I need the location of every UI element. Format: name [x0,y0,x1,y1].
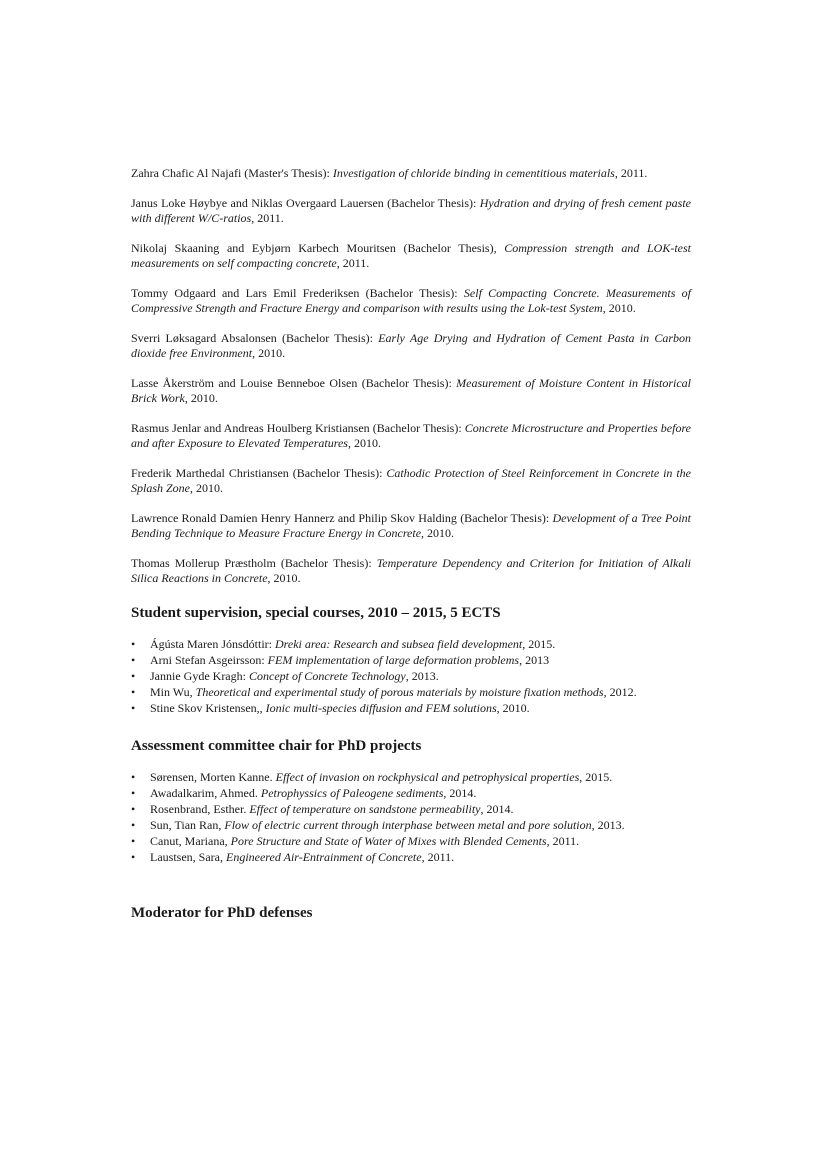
item-authors: Ágústa Maren Jónsdóttir: [150,636,275,651]
item-title: Theoretical and experimental study of porous materials by moisture fixation methods [195,684,604,699]
bullet-icon: • [131,849,136,864]
item-authors: Awadalkarim, Ahmed. [150,785,261,800]
item-title: Concept of Concrete Technology [248,668,406,683]
list-item [131,636,691,652]
item-year: , 2015. [522,636,556,651]
item-title: Flow of electric current through interphase between metal and pore solution [224,817,592,832]
thesis-entry [131,166,691,182]
thesis-title: Development of a Tree Point Bending Technique to Measure Fracture Energy in Concrete [131,510,691,540]
item-year: , 2013. [405,668,439,683]
bullet-icon: • [131,668,136,683]
bullet-icon: • [131,817,136,832]
item-title: Ionic multi-species diffusion and FEM solutions [265,700,497,715]
list-item [131,700,691,716]
thesis-authors: Tommy Odgaard and Lars Emil Frederiksen (Bachelor Thesis): [131,285,464,300]
item-title: Pore Structure and State of Water of Mixes with Blended Cements [230,833,547,848]
thesis-authors: Frederik Marthedal Christiansen (Bachelor Thesis): [131,465,387,480]
thesis-year: , 2010. [267,571,301,585]
thesis-year: , 2010. [347,436,381,450]
item-year: , 2014. [480,801,514,816]
list-item [131,652,691,668]
thesis-entry [131,331,691,362]
item-title: FEM implementation of large deformation problems [267,652,520,667]
thesis-title: Hydration and drying of fresh cement paste with different W/C-ratios [131,195,691,225]
thesis-year: , 2010. [190,481,224,495]
thesis-title: Self Compacting Concrete. Measurements of Compressive Strength and Fracture Energy and comparison with results using the Lok-test System [131,285,691,315]
thesis-title: Investigation of chloride binding in cementitious materials [332,166,615,180]
item-year: , 2013. [591,817,625,832]
thesis-year: , 2010. [184,391,218,405]
thesis-authors: Nikolaj Skaaning and Eybjørn Karbech Mouritsen (Bachelor Thesis), [131,240,505,255]
thesis-authors: Zahra Chafic Al Najafi (Master's Thesis): [131,166,333,180]
list-item [131,849,691,865]
moderator-heading: Moderator for PhD defenses [131,904,313,921]
bullet-icon: • [131,769,136,784]
thesis-entry [131,556,691,587]
thesis-list [131,166,691,587]
thesis-year: , 2011. [614,166,648,180]
item-authors: Laustsen, Sara, [150,849,226,864]
item-year: , 2014. [443,785,477,800]
thesis-year: , 2010. [602,301,636,315]
thesis-entry [131,286,691,317]
thesis-entry [131,196,691,227]
item-year: , 2012. [603,684,637,699]
item-title: Effect of temperature on sandstone permeability [249,801,481,816]
thesis-authors: Sverri Løksagard Absalonsen (Bachelor Thesis): [131,330,379,345]
bullet-icon: • [131,684,136,699]
item-title: Effect of invasion on rockphysical and petrophysical properties [275,769,580,784]
bullet-icon: • [131,833,136,848]
bullet-icon: • [131,785,136,800]
thesis-year: , 2010. [252,346,286,360]
thesis-year: , 2011. [251,211,284,225]
thesis-title: Cathodic Protection of Steel Reinforcement in Concrete in the Splash Zone [131,465,691,495]
thesis-entry [131,511,691,542]
item-authors: Canut, Mariana, [150,833,231,848]
list-item [131,684,691,700]
item-year: , 2013 [519,652,550,667]
item-year: , 2011. [546,833,580,848]
item-year: , 2015. [579,769,613,784]
thesis-title: Concrete Microstructure and Properties before and after Exposure to Elevated Temperatures [131,420,691,450]
item-authors: Jannie Gyde Kragh: [150,668,249,683]
thesis-authors: Rasmus Jenlar and Andreas Houlberg Kristiansen (Bachelor Thesis): [131,420,465,435]
thesis-authors: Thomas Mollerup Præstholm (Bachelor Thesis): [131,555,377,570]
bullet-icon: • [131,636,136,651]
list-item [131,801,691,817]
thesis-entry [131,376,691,407]
thesis-title: Compression strength and LOK-test measurements on self compacting concrete [131,240,691,270]
item-authors: Rosenbrand, Esther. [150,801,250,816]
thesis-year: , 2010. [421,526,455,540]
thesis-title: Early Age Drying and Hydration of Cement Pasta in Carbon dioxide free Environment [131,330,691,360]
thesis-authors: Lasse Åkerström and Louise Benneboe Olsen (Bachelor Thesis): [131,375,457,390]
thesis-title: Temperature Dependency and Criterion for Initiation of Alkali Silica Reactions in Concrete [131,555,691,585]
assessment-heading: Assessment committee chair for PhD projects [131,737,422,754]
list-item [131,769,691,785]
item-authors: Sun, Tian Ran, [150,817,225,832]
document-content [131,166,691,922]
thesis-authors: Janus Loke Høybye and Niklas Overgaard Lauersen (Bachelor Thesis): [131,195,480,210]
item-title: Petrophyssics of Paleogene sediments [260,785,444,800]
item-year: , 2010. [496,700,530,715]
bullet-icon: • [131,700,136,715]
thesis-entry [131,241,691,272]
item-title: Dreki area: Research and subsea field development [275,636,523,651]
special-courses-list [131,636,691,716]
item-authors: Min Wu, [150,684,196,699]
list-item [131,785,691,801]
assessment-list [131,769,691,865]
list-item [131,668,691,684]
special-courses-heading: Student supervision, special courses, 2010 – 2015, 5 ECTS [131,604,501,621]
thesis-authors: Lawrence Ronald Damien Henry Hannerz and Philip Skov Halding (Bachelor Thesis): [131,510,553,525]
bullet-icon: • [131,652,136,667]
thesis-entry [131,421,691,452]
thesis-entry [131,466,691,497]
thesis-title: Measurement of Moisture Content in Historical Brick Work [131,375,691,405]
thesis-year: , 2011. [336,256,370,270]
item-authors: Stine Skov Kristensen,, [150,700,266,715]
item-authors: Sørensen, Morten Kanne. [150,769,276,784]
list-item [131,817,691,833]
item-title: Engineered Air-Entrainment of Concrete [225,849,422,864]
list-item [131,833,691,849]
bullet-icon: • [131,801,136,816]
item-year: , 2011. [421,849,455,864]
item-authors: Arni Stefan Asgeirsson: [150,652,268,667]
